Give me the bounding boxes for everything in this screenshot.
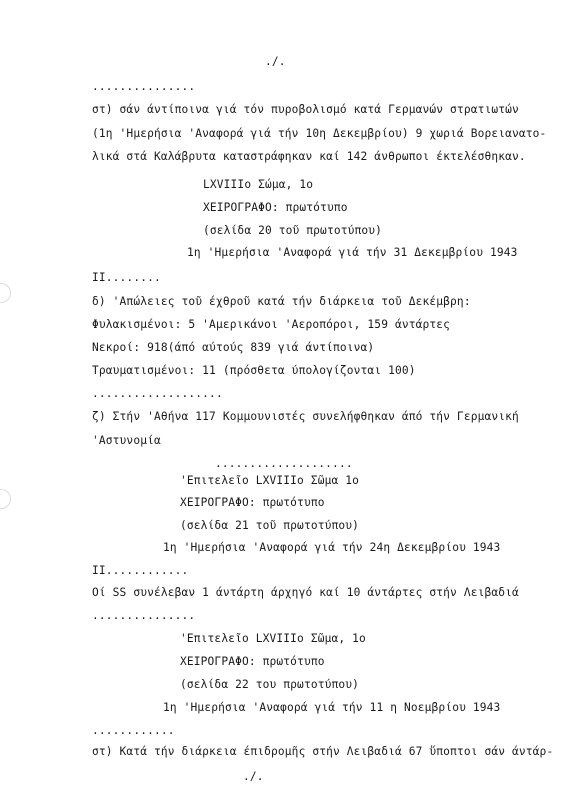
text-line: ΧΕΙΡΟΓΡΑΦΟ: πρωτότυπο [203, 201, 348, 214]
text-line: Φυλακισμένοι: 5 'Αμερικάνοι 'Αεροπόροι, 159 άντάρτες [92, 318, 451, 331]
text-line: II........ [92, 271, 161, 284]
text-line: ............... [92, 80, 196, 93]
text-line: 'Αστυνομία [92, 434, 161, 447]
text-line: ΧΕΙΡΟΓΡΑΦΟ: πρωτότυπο [180, 655, 325, 668]
text-line: (1η 'Ημερήσια 'Αναφορά γιά τήν 10η Δεκεμβρίου) 9 χωριά Βορειανατο- [92, 127, 547, 140]
text-line: Τραυματισμένοι: 11 (πρόσθετα ύπολογίζονται 100) [92, 364, 416, 377]
punch-hole-mark-bottom [0, 489, 11, 509]
text-line: .................... [215, 457, 353, 470]
footer-continuation-mark: ./. [243, 770, 264, 783]
text-line: 'Επιτελεῖο LXVIIIo Σῶμα, 1ο [180, 632, 366, 645]
text-line: 1η 'Ημερήσια 'Αναφορά γιά τήν 31 Δεκεμβρίου 1943 [187, 246, 518, 259]
text-line: 'Επιτελεῖο LXVIIIo Σῶμα 1ο [180, 474, 360, 487]
text-line: ΧΕΙΡΟΓΡΑΦΟ: πρωτότυπο [180, 496, 325, 509]
text-line: στ) σάν άντίποινα γιά τόν πυροβολισμό κατά Γερμανών στρατιωτών [92, 103, 519, 116]
text-line: 1η 'Ημερήσια 'Αναφορά γιά τήν 11 η Νοεμβρίου 1943 [163, 701, 501, 714]
text-line: (σελίδα 20 τοῦ πρωτοτύπου) [203, 224, 383, 237]
text-line: Νεκροί: 918(άπό αύτούς 839 γιά άντίποινα) [92, 341, 375, 354]
text-line: ................... [92, 387, 223, 400]
text-line: II............ [92, 564, 189, 577]
text-line: (σελίδα 21 τοῦ πρωτοτύπου) [180, 519, 360, 532]
text-line: Οί SS συνέλεβαν 1 άντάρτη άρχηγό καί 10 άντάρτες στήν Λειβαδιά [92, 586, 519, 599]
text-line: ............... [92, 609, 196, 622]
text-line: LXVIIIo Σώμα, 1ο [203, 178, 314, 191]
text-line: (σελίδα 22 του πρωτοτύπου) [180, 678, 360, 691]
text-line: ............ [92, 724, 175, 737]
text-line: λικά στά Καλάβρυτα καταστράφηκαν καί 142 άνθρωποι έκτελέσθηκαν. [92, 150, 526, 163]
header-continuation-mark: ./. [265, 55, 286, 68]
text-line: 1η 'Ημερήσια 'Αναφορά γιά τήν 24η Δεκεμβρίου 1943 [163, 541, 501, 554]
text-line: στ) Κατά τήν διάρκεια έπιδρομῆς στήν Λειβαδιά 67 ὕποπτοι σάν άντάρ- [92, 745, 554, 758]
text-line: ζ) Στήν 'Αθήνα 117 Κομμουνιστές συνελήφθηκαν άπό τήν Γερμανική [92, 410, 519, 423]
text-line: δ) 'Απώλειες τοῦ έχθροῦ κατά τήν διάρκεια τοῦ Δεκέμβρη: [92, 295, 471, 308]
punch-hole-mark-top [0, 283, 11, 303]
